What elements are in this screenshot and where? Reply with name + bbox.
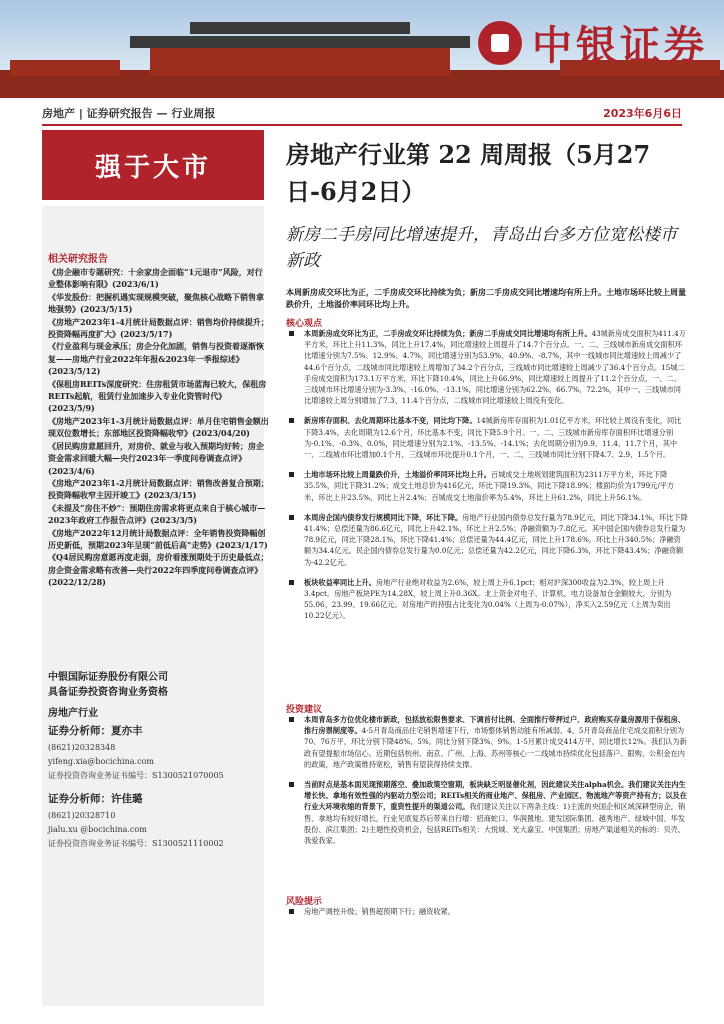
related-report-item[interactable]: 《未提及“房住不炒”：预期住房需求将更点来自于核心城市—2023年政府工作报告点评》(2023/3/5) — [48, 502, 266, 526]
related-reports-list — [48, 266, 270, 589]
core-point-text: 百城成交土地规划建筑面积为2311万平方米，环比下降35.5%，同比下降31.2%；成交土地总价为416亿元，环比下降19.3%，同比下降18.9%；楼面均价为1799元/平方米，环比上升23.5%，同比上升2.4%；百城成交土地溢价率为5.4%，环比上升61.2%，同比上升56.1%。 — [304, 470, 675, 502]
palace-hall-image — [150, 46, 450, 76]
analyst-email[interactable]: yifeng.xia@bocichina.com — [48, 757, 154, 766]
related-reports-heading: 相关研究报告 — [48, 254, 108, 265]
core-point-text: 房地产行业绝对收益为2.6%，较上周上升6.1pct；相对沪深300收益为2.3%，较上周上升3.4pct。房地产板块PE为14.28X，较上周上升0.36X。北上资金对电子、计算机、电力设备加仓金额较大，分别为55.06、23.99、19.66亿元。对房地产的持股占比变化为0.04%（上周为-0.07%），净买入2.59亿元（上周为卖出10.22亿元）。 — [304, 577, 672, 621]
rating-badge: 强于大市 — [42, 130, 264, 200]
core-point — [286, 415, 688, 460]
core-point-lead: 新房库存面积、去化周期环比基本不变，同比均下降。 — [304, 416, 477, 426]
risk-points-list — [286, 906, 688, 926]
related-report-item[interactable]: 《保租房REITs深度研究：住房租赁市场蓝海已较大，保租房REITs起航，租赁行业加速步入专业化资管时代》(2023/5/9) — [48, 378, 267, 414]
related-report-item[interactable]: 《Q4居民购房意愿再度走弱，房价看涨预期处于历史最低点；房企资金需求略有改善—央行2022年四季度问卷调查点评》(2022/12/28) — [48, 552, 269, 588]
report-info-bar — [42, 102, 682, 126]
invest-point-lead: 本周青岛多方位优化楼市新政，包括放松限售要求、下调首付比例、全面推行带押过户、政府购买存量房源用于保租房、推行房票制度等。 — [304, 715, 685, 736]
core-point — [286, 512, 688, 568]
core-point-text: 房地产行业国内债券总发行量为78.9亿元，同比下降34.1%，环比下降41.4%；总偿还量为86.6亿元，同比上升42.1%，环比上升2.5%；净融资额为-7.8亿元。其中国企国内债券总发行量为78.9亿元，同比下降28.1%，环比下降41.4%；总偿还量为44.4亿元，同比上升178.6%，环比上升340.5%；净融资额为34.4亿元。民企国内债券总发行量为0.0亿元；总偿还量为42.2亿元，同比下降6.3%，环比下降43.4%；净融资额为-42.2亿元。 — [304, 512, 688, 567]
report-summary: 本周新房成交环比为正，二手房成交环比持续为负；新房二手房成交同比增速均有所上升。土地市场环比较上周量跌价升，土地溢价率同环比均上升。 — [286, 287, 686, 309]
analyst-name: 证券分析师：许佳璐 — [48, 793, 143, 805]
core-point — [286, 328, 688, 406]
risk-point — [286, 906, 688, 917]
brand-name: 中银证券 — [532, 23, 708, 69]
palace-upper-roof-image — [190, 22, 410, 34]
related-report-item[interactable]: 《房地产2023年1-4月统计局数据点评：销售均价持续提升；投资降幅再度扩大》(2023/5/17) — [48, 316, 269, 340]
core-point — [286, 469, 688, 503]
invest-point-lead: 当前时点是基本面见现预期落空、叠加政策空窗期，板块缺乏明显催化剂，因此建议关注alpha机会。我们建议关注内生增长快、拿地有效性强的内驱动力型公司；REITs相关的商业地产、保租房、产业园区、物流地产等资产持有方；以及在行业大环境收缩的背景下，重资性提升的渠道公司。 — [304, 780, 687, 812]
core-point-lead: 板块收益率同比上升。 — [304, 577, 376, 587]
boc-logo-icon — [478, 21, 522, 65]
invest-point — [286, 779, 688, 846]
analyst-cert: 证券投资咨询业务证书编号：S1300521070005 — [48, 771, 224, 780]
company-name: 中银国际证券股份有限公司 具备证券投资咨询业务资格 — [48, 672, 168, 698]
related-report-item[interactable]: 《华发股份：把握机遇实现规模突破，聚焦核心战略下销售拿地强势》(2023/5/15) — [48, 291, 264, 315]
related-report-item[interactable]: 《房地产2023年1-3月统计局数据点评：单月住宅销售金额出现双位数增长；东部地区投资降幅收窄》(2023/04/20) — [48, 415, 269, 439]
related-report-item[interactable]: 《房企融市专题研究：十余家房企面临“1元退市”风险，对行业整体影响有限》(2023/6/1) — [48, 267, 263, 290]
invest-points-list — [286, 714, 688, 855]
report-title: 房地产行业第 22 周周报（5月27日-6月2日） — [286, 140, 651, 206]
core-point-lead: 本周新房成交环比为正，二手房成交环比持续为负；新房二手房成交同比增速均有所上升。 — [304, 329, 592, 338]
report-subtitle: 新房二手房同比增速提升，青岛出台多方位宽松楼市新政 — [286, 225, 677, 271]
header-banner — [0, 0, 724, 98]
analyst-block — [48, 792, 270, 851]
analyst-block — [48, 724, 270, 783]
invest-section-heading: 投资建议 — [286, 705, 323, 715]
analyst-name: 证券分析师：夏亦丰 — [48, 725, 143, 737]
related-report-item[interactable]: 《房地产2022年12月统计局数据点评：全年销售投资降幅创历史新低，预期2023年呈现“前低后高”走势》(2023/1/17) — [48, 527, 268, 550]
analyst-cert: 证券投资咨询业务证书编号：S1300521110002 — [48, 839, 224, 848]
core-point-lead: 本周房企国内债券发行规模同比下降，环比下降。 — [304, 512, 463, 522]
invest-point-text: 4-5月青岛商品住宅销售增速下行，市场整体销售动能有所减弱，4、5月青岛商品住宅成交面积分别为70、76万平，环比分别下降48%、5%，同比分别下降3%、9%。1-5月累计成交414万平，同比增长12%。我们认为新政有望提振市场信心。近期包括杭州、南京、广州、上海、苏州等核心一二线城市持续优化包括落户、限购、公积金在内的政策，地产政策维持宽松，销售有望获得持续支撑。 — [304, 726, 687, 769]
related-report-item[interactable]: 《居民购房意愿回升，对房价、就业与收入预期均好转；房企资金需求回暖大幅—央行2023年一季度问卷调查点评》(2023/4/6) — [48, 440, 264, 476]
invest-point-text: 我们建议关注以下两条主线：1)主流的央国企和区域深耕型房企，销售、拿地均有较好增长，行业见底复苏后带来自行增：招商蛇口、华润置地、建发国际集团、越秀地产、绿城中国、华发股份、滨江集团；2)主题性投资机会，包括REITs相关：大悦城、光大嘉宝、中国集团；房地产渠道相关的标的：贝壳、我爱我家。 — [304, 802, 686, 846]
core-points-list — [286, 328, 688, 631]
side-hall-left-image — [10, 60, 120, 76]
analyst-phone: (8621)20328710 — [48, 811, 116, 820]
core-point — [286, 577, 688, 622]
risk-point-text: 房地产调控升级；销售超预期下行；融资收紧。 — [304, 907, 455, 916]
brand-logo — [478, 14, 708, 71]
core-point-text: 43城新房成交面积为411.4万平方米，环比上升11.3%，同比上升17.4%，同比增速较上周提升了14.7个百分点。一、二、三线城市新房成交面积环比增速分别为7.5%、12.9%、4.7%，同比增速分别为53.9%、40.9%、-8.7%，其中一线城市同比增速较上周减少了44.6个百分点，二线城市同比增速较上周增加了34.2个百分点，三线城市同比增速较上周减少了36.4个百分点。15城二手房成交面积为173.1万平方米，环比下降10.4%，同比上升66.9%，同比增速较上周提升了11.2个百分点，一、二、三线城市环比增速分别为-3.3%、-16.0%、-13.1%，同比增速分别为62.2%、66.7%、72.2%，其中一、三线城市同比增速较上周分别增加了7.3、11.4个百分点，二线城市同比增速较上周没有变化。 — [304, 329, 686, 406]
report-date: 2023年6月6日 — [603, 107, 682, 120]
core-point-text: 14城新房库存面积为1.01亿平方米，环比较上周没有变化，同比下降3.4%，去化周期为12.6个月，环比基本不变，同比下降5.9个月。一、二、三线城市新房库存面积环比增速分别为-0.1%、-0.3%、0.0%，同比增速分别为2.1%、-13.5%、-14.1%；去化周期分别为9.9、11.4、11.7个月，其中一、二线城市环比增加0.1个月，三线城市环比提升0.1个月，一、二、三线城市同比分别下降4.7、2.9、1.5个月。 — [304, 416, 682, 460]
core-section-heading: 核心观点 — [286, 319, 323, 329]
invest-point — [286, 714, 688, 770]
report-category: 房地产 | 证券研究报告 — 行业周报 — [42, 107, 216, 120]
analyst-email[interactable]: jialu.xu @bocichina.com — [48, 825, 147, 834]
analyst-phone: (8621)20328348 — [48, 743, 116, 752]
related-report-item[interactable]: 《行业盈利与现金承压；房企分化加剧，销售与投资着逐渐恢复——房地产行业2022年年报&2023年一季报综述》(2023/5/12) — [48, 341, 264, 377]
sector-name: 房地产行业 — [48, 708, 98, 719]
related-report-item[interactable]: 《房地产2023年1-2月统计局数据点评：销售改善复合预期；投资降幅收窄主因开竣工》(2023/3/15) — [48, 477, 269, 501]
risk-section-heading: 风险提示 — [286, 897, 323, 907]
core-point-lead: 土地市场环比较上周量跌价升，土地溢价率同环比均上升。 — [304, 470, 491, 480]
palace-roof-image — [130, 36, 470, 48]
